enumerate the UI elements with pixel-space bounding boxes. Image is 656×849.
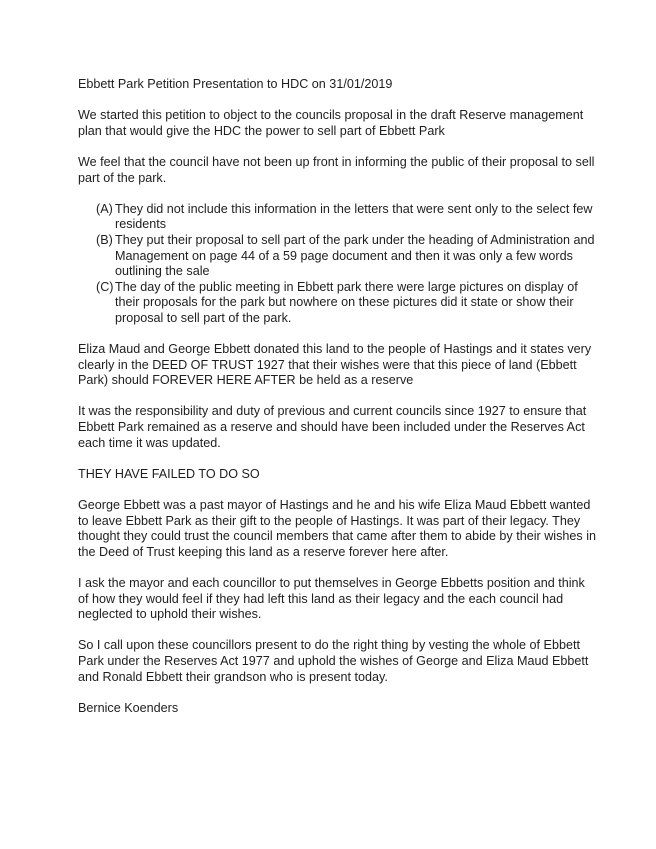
document-title: Ebbett Park Petition Presentation to HDC on 31/01/2019 [78,77,393,91]
list-item-text: They put their proposal to sell part of the park under the heading of Administration and Management on page 44 of a 59 page document and then it was only a few words outlining the sale [115,232,595,279]
paragraph-george-ebbett-legacy: George Ebbett was a past mayor of Hastings and he and his wife Eliza Maud Ebbett wanted to leave Ebbett Park as their gift to the people of Hastings. It was part of their legacy. They thought they could trust the council members that came after them to abide by their wishes in the Deed of Trust keeping this land as a reserve forever here after. [78,498,597,559]
paragraph-ask-councillors: I ask the mayor and each councillor to put themselves in George Ebbetts position and think of how they would feel if they had left this land as their legacy and the each council had neglected to uphold their wishes. [78,576,585,622]
paragraph-call-to-action: So I call upon these councillors present to do the right thing by vesting the whole of Ebbett Park under the Reserves Act 1977 and uphold the wishes of George and Eliza Maud Ebbett and Ronald Ebbett their grandson who is present today. [78,638,589,684]
list-item-text: The day of the public meeting in Ebbett park there were large pictures on display of their proposals for the park but nowhere on these pictures did it state or show their proposal to sell part of the park. [115,279,578,325]
list-item-text: They did not include this information in the letters that were sent only to the select few residents [115,201,593,232]
list-item [78,280,596,327]
paragraph-council-not-up-front: We feel that the council have not been up front in informing the public of their proposal to sell part of the park. [78,154,595,185]
list-item [78,202,596,233]
list-marker: (A) [96,201,113,216]
grievance-list [78,202,596,327]
list-marker: (C) [96,279,114,294]
paragraph-council-responsibility: It was the responsibility and duty of previous and current councils since 1927 to ensure that Ebbett Park remained as a reserve and should have been included under the Reserves Act each time it was updated. [78,404,587,450]
signature: Bernice Koenders [78,700,179,715]
paragraph-petition-purpose: We started this petition to object to the councils proposal in the draft Reserve management plan that would give the HDC the power to sell part of Ebbett Park [78,108,584,138]
list-marker: (B) [96,232,113,247]
paragraph-deed-of-trust: Eliza Maud and George Ebbett donated this land to the people of Hastings and it states very clearly in the DEED OF TRUST 1927 that their wishes were that this piece of land (Ebbett Park) should FOREVER HERE AFTER be held as a reserve [78,342,592,388]
paragraph-failed-statement: THEY HAVE FAILED TO DO SO [78,466,260,481]
list-item [78,233,596,280]
